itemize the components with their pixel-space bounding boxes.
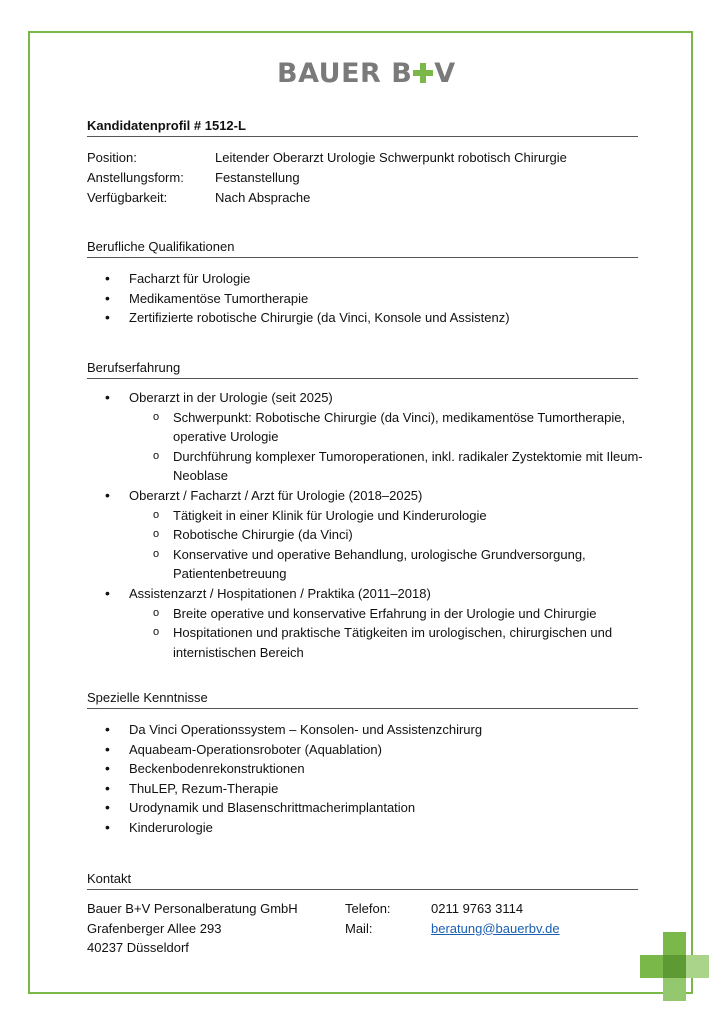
list-item: o Hospitationen und praktische Tätigkeiten im urologischen, chirurgischen und internistischen Bereich (129, 623, 647, 662)
contact-heading: Kontakt (87, 870, 638, 890)
list-item: • Beckenbodenrekonstruktionen (87, 759, 647, 779)
contact-city: 40237 Düsseldorf (87, 940, 189, 956)
experience-details (129, 408, 647, 486)
list-item: • Zertifizierte robotische Chirurgie (da Vinci, Konsole und Assistenz) (87, 308, 647, 328)
list-item: o Durchführung komplexer Tumoroperationen, inkl. radikaler Zystektomie mit Ileum-Neoblase (129, 447, 647, 486)
experience-details (129, 506, 647, 584)
list-item: • Da Vinci Operationssystem – Konsolen- und Assistenzchirurg (87, 720, 647, 740)
contact-labels (345, 899, 391, 938)
experience-title: Assistenzarzt / Hospitationen / Praktika (2011–2018) (129, 585, 431, 601)
experience-list (87, 388, 647, 662)
list-item: • Urodynamik und Blasenschrittmacherimplantation (87, 798, 647, 818)
list-item: o Breite operative und konservative Erfahrung in der Urologie und Chirurgie (129, 604, 647, 624)
experience-heading: Berufserfahrung (87, 359, 638, 379)
detail-value: Nach Absprache (215, 190, 311, 205)
skills-list (87, 720, 647, 838)
detail-value: Leitender Oberarzt Urologie Schwerpunkt robotisch Chirurgie (215, 150, 567, 165)
skills-heading: Spezielle Kenntnisse (87, 689, 638, 709)
contact-values (431, 899, 560, 938)
mail-link[interactable]: beratung@bauerbv.de (431, 920, 560, 936)
detail-label: Verfügbarkeit: (87, 190, 168, 205)
list-item: o Robotische Chirurgie (da Vinci) (129, 525, 647, 545)
contact-company: Bauer B+V Personalberatung GmbH (87, 901, 298, 916)
list-item: • Facharzt für Urologie (87, 269, 647, 289)
list-item: o Konservative und operative Behandlung, urologische Grundversorgung, Patientenbetreuung (129, 545, 647, 584)
experience-item (87, 584, 647, 662)
decorative-cross-icon (640, 932, 709, 1001)
list-item: • Medikamentöse Tumortherapie (87, 289, 647, 309)
phone-number: 0211 9763 3114 (431, 901, 524, 916)
list-item: o Tätigkeit in einer Klinik für Urologie und Kinderurologie (129, 506, 647, 526)
list-item: • Aquabeam-Operationsroboter (Aquablation) (87, 740, 647, 760)
qualifications-list (87, 269, 647, 328)
profile-title: Kandidatenprofil # 1512-L (87, 117, 638, 137)
experience-title: Oberarzt in der Urologie (seit 2025) (129, 390, 333, 405)
list-item: • Kinderurologie (87, 818, 647, 838)
mail-label: Mail: (345, 920, 373, 936)
list-item: o Schwerpunkt: Robotische Chirurgie (da Vinci), medikamentöse Tumortherapie, operative Urologie (129, 408, 647, 447)
experience-title: Oberarzt / Facharzt / Arzt für Urologie (2018–2025) (129, 487, 423, 503)
logo-text-right: V (434, 57, 456, 89)
contact-street: Grafenberger Allee 293 (87, 920, 222, 936)
logo-plus-icon (413, 63, 433, 83)
detail-value: Festanstellung (215, 170, 300, 185)
logo-text-left: BAUER B (277, 57, 413, 89)
detail-label: Position: (87, 150, 137, 165)
experience-item (87, 388, 647, 486)
company-logo (277, 56, 456, 90)
phone-label: Telefon: (345, 901, 391, 916)
qualifications-heading: Berufliche Qualifikationen (87, 238, 638, 258)
experience-details (129, 604, 647, 663)
detail-label: Anstellungsform: (87, 170, 184, 185)
experience-item (87, 486, 647, 584)
contact-address (87, 899, 298, 958)
list-item: • ThuLEP, Rezum-Therapie (87, 779, 647, 799)
